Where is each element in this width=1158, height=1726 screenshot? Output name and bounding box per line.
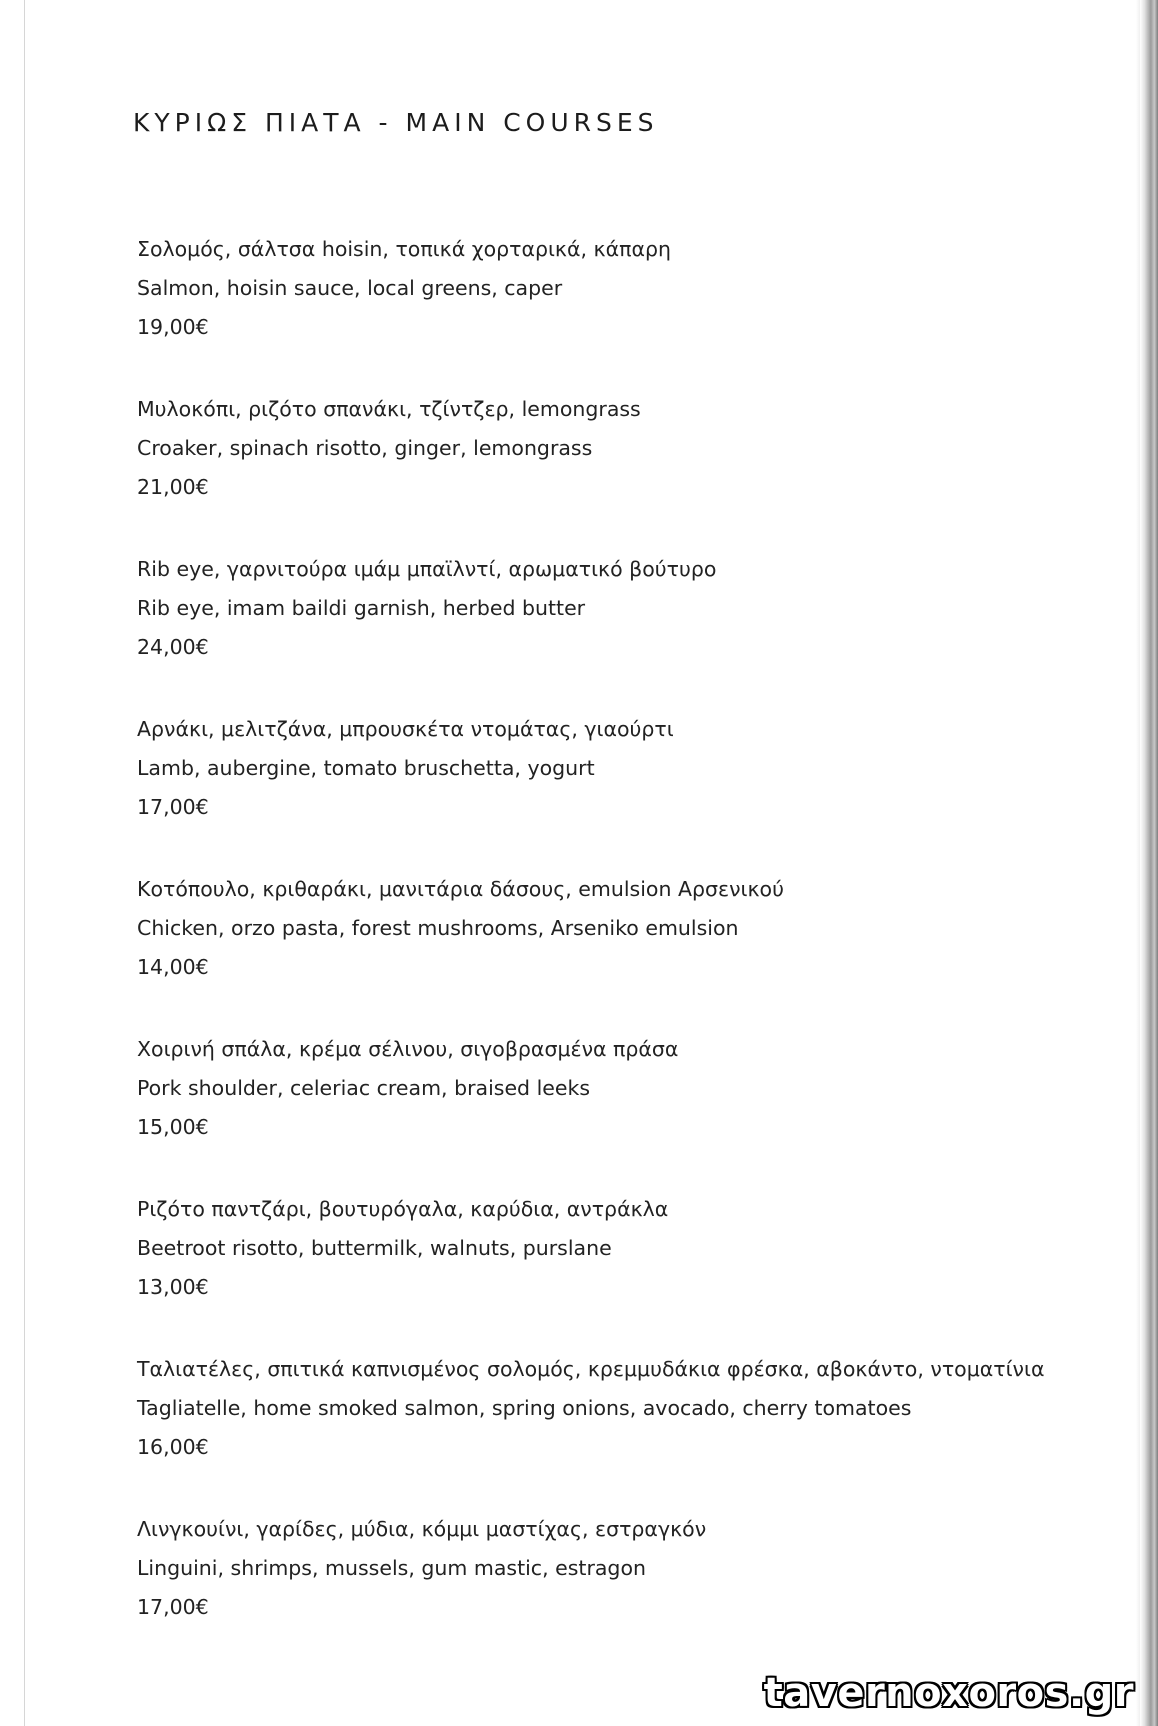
menu-item — [137, 1030, 1037, 1190]
item-greek-name: Σολομός, σάλτσα hoisin, τοπικά χορταρικά, κάπαρη — [137, 237, 672, 261]
item-english-name: Tagliatelle, home smoked salmon, spring onions, avocado, cherry tomatoes — [137, 1396, 912, 1420]
item-greek-name: Ριζότο παντζάρι, βουτυρόγαλα, καρύδια, αντράκλα — [137, 1197, 669, 1221]
site-watermark: tavernoxoros.gr — [763, 1670, 1134, 1716]
item-english-name: Beetroot risotto, buttermilk, walnuts, purslane — [137, 1236, 612, 1260]
item-price: 17,00€ — [137, 1595, 209, 1619]
item-greek-name: Κοτόπουλο, κριθαράκι, μανιτάρια δάσους, emulsion Αρσενικού — [137, 877, 784, 901]
item-english-name: Salmon, hoisin sauce, local greens, caper — [137, 276, 563, 300]
menu-item — [137, 390, 1037, 550]
item-price: 16,00€ — [137, 1435, 209, 1459]
menu-item — [137, 1350, 1045, 1510]
menu-item — [137, 1190, 1037, 1350]
item-english-name: Linguini, shrimps, mussels, gum mastic, estragon — [137, 1556, 646, 1580]
item-greek-name: Αρνάκι, μελιτζάνα, μπρουσκέτα ντομάτας, γιαούρτι — [137, 717, 674, 741]
menu-list — [137, 230, 1045, 1670]
item-greek-name: Ταλιατέλες, σπιτικά καπνισμένος σολομός, κρεμμυδάκια φρέσκα, αβοκάντο, ντοματίνια — [137, 1357, 1045, 1381]
item-price: 13,00€ — [137, 1275, 209, 1299]
item-greek-name: Μυλοκόπι, ριζότο σπανάκι, τζίντζερ, lemongrass — [137, 397, 641, 421]
item-greek-name: Λινγκουίνι, γαρίδες, μύδια, κόμμι μαστίχας, εστραγκόν — [137, 1517, 707, 1541]
menu-item — [137, 870, 1037, 1030]
item-greek-name: Rib eye, γαρνιτούρα ιμάμ μπαϊλντί, αρωματικό βούτυρο — [137, 557, 717, 581]
item-english-name: Rib eye, imam baildi garnish, herbed butter — [137, 596, 586, 620]
item-english-name: Pork shoulder, celeriac cream, braised leeks — [137, 1076, 591, 1100]
menu-item — [137, 230, 1037, 390]
item-price: 21,00€ — [137, 475, 209, 499]
item-price: 17,00€ — [137, 795, 209, 819]
item-price: 24,00€ — [137, 635, 209, 659]
menu-item — [137, 550, 1037, 710]
item-price: 14,00€ — [137, 955, 209, 979]
item-english-name: Lamb, aubergine, tomato bruschetta, yogurt — [137, 756, 595, 780]
page-edge — [1140, 0, 1158, 1726]
menu-item — [137, 1510, 1037, 1670]
menu-title: ΚΥΡΙΩΣ ΠΙΑΤΑ - MAIN COURSES — [133, 108, 659, 137]
item-english-name: Croaker, spinach risotto, ginger, lemongrass — [137, 436, 593, 460]
item-price: 15,00€ — [137, 1115, 209, 1139]
item-greek-name: Χοιρινή σπάλα, κρέμα σέλινου, σιγοβρασμένα πράσα — [137, 1037, 679, 1061]
item-price: 19,00€ — [137, 315, 209, 339]
page-fold-line — [24, 0, 25, 1726]
menu-item — [137, 710, 1037, 870]
item-english-name: Chicken, orzo pasta, forest mushrooms, Arseniko emulsion — [137, 916, 739, 940]
